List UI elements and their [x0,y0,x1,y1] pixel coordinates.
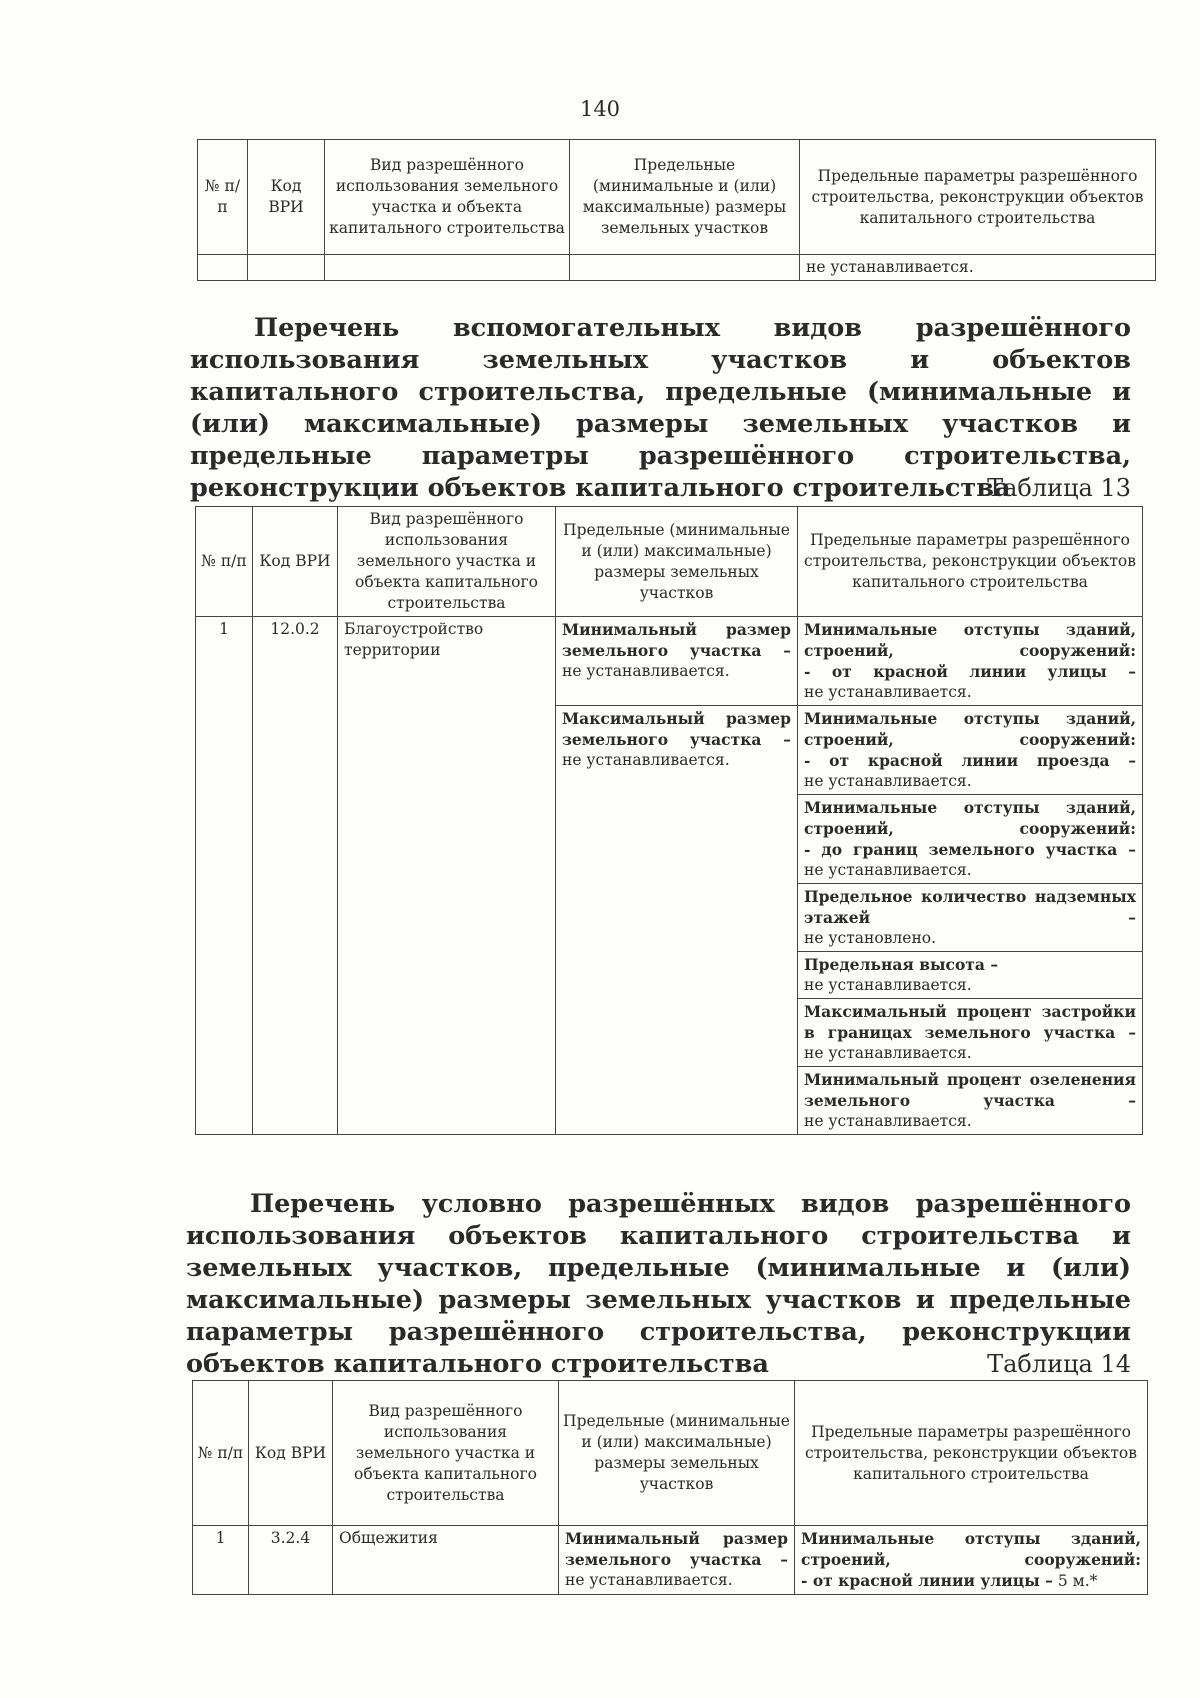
param-value: не устанавливается. [804,1112,972,1130]
param-label: Предельная высота – [804,955,999,974]
plot-max-cell [556,706,798,1135]
row-code: 12.0.2 [253,617,338,1135]
param-cell [795,1526,1148,1595]
param-label: Предельное количество надземных этажей – [804,887,1136,927]
table-row [198,255,1156,281]
row-kind: Общежития [333,1526,559,1595]
header-params: Предельные параметры разрешённого строительства, реконструкции объектов капитального строительства [798,507,1143,617]
table-header-row [196,507,1143,617]
row-num: 1 [196,617,253,1135]
continuation-cell: не устанавливается. [800,255,1156,281]
caption-table-14: Таблица 14 [987,1350,1131,1378]
param-cell [798,706,1143,795]
plot-min-cell [559,1526,795,1595]
param-sub-line [801,1570,1141,1592]
continued-table [197,139,1156,281]
header-kind: Вид разрешённого использования земельного участка и объекта капитального строительства [338,507,556,617]
param-value: не устанавливается. [804,861,972,879]
header-plot: Предельные (минимальные и (или) максимальные) размеры земельных участков [556,507,798,617]
row-num: 1 [193,1526,249,1595]
param-cell [798,952,1143,999]
header-plot: Предельные (минимальные и (или) максимальные) размеры земельных участков [559,1381,795,1526]
header-params: Предельные параметры разрешённого строительства, реконструкции объектов капитального строительства [800,140,1156,255]
param-sub: - до границ земельного участка – [804,840,1136,859]
param-label: Минимальные отступы зданий, строений, сооружений: [801,1529,1141,1569]
plot-max-label: Максимальный размер земельного участка – [562,709,791,749]
param-value: 5 м.* [1057,1572,1098,1590]
table-row [193,1526,1148,1595]
param-cell [798,795,1143,884]
header-num: № п/п [198,140,248,255]
header-plot: Предельные (минимальные и (или) максимальные) размеры земельных участков [570,140,800,255]
page-number: 140 [579,97,621,121]
param-label: Минимальный процент озеленения земельного участка – [804,1070,1136,1110]
param-value: не устанавливается. [804,772,972,790]
header-code: Код ВРИ [248,140,325,255]
param-cell [798,999,1143,1067]
header-kind: Вид разрешённого использования земельного участка и объекта капитального строительства [325,140,570,255]
plot-min-value: не устанавливается. [562,662,730,680]
table-14 [192,1380,1148,1595]
header-num: № п/п [193,1381,249,1526]
param-cell [798,617,1143,706]
caption-table-13: Таблица 13 [987,474,1131,502]
heading-table-13: Перечень вспомогательных видов разрешённого использования земельных участков и объектов капитального строительства, предельные (минимальные и (или) максимальные) размеры земельных участков и предельные параметры разрешённого строительства, реконструкции объектов капитального строительства [190,313,1131,503]
param-value: не устанавливается. [804,976,972,994]
table-row [196,617,1143,706]
param-label: Минимальные отступы зданий, строений, сооружений: [804,709,1136,749]
param-cell [798,1067,1143,1135]
param-sub: - от красной линии улицы – [801,1571,1053,1590]
param-label: Минимальные отступы зданий, строений, сооружений: [804,798,1136,838]
heading-table-14: Перечень условно разрешённых видов разрешённого использования объектов капитального строительства и земельных участков, предельные (минимальные и (или) максимальные) размеры земельных участков и предельные параметры разрешённого строительства, реконструкции объектов капитального строительства [186,1189,1131,1379]
table-13 [195,506,1143,1135]
param-cell [798,884,1143,952]
header-params: Предельные параметры разрешённого строительства, реконструкции объектов капитального строительства [795,1381,1148,1526]
param-value: не установлено. [804,929,937,947]
header-kind: Вид разрешённого использования земельного участка и объекта капитального строительства [333,1381,559,1526]
header-num: № п/п [196,507,253,617]
param-value: не устанавливается. [804,1044,972,1062]
table-header-row [193,1381,1148,1526]
row-kind: Благоустройство территории [338,617,556,1135]
plot-min-cell [556,617,798,706]
plot-min-value: не устанавливается. [565,1571,733,1589]
param-sub: - от красной линии улицы – [804,662,1136,681]
param-sub: - от красной линии проезда – [804,751,1136,770]
header-code: Код ВРИ [253,507,338,617]
table-header-row [198,140,1156,255]
param-value: не устанавливается. [804,683,972,701]
row-code: 3.2.4 [249,1526,333,1595]
header-code: Код ВРИ [249,1381,333,1526]
plot-min-label: Минимальный размер земельного участка – [562,620,791,660]
plot-max-value: не устанавливается. [562,751,730,769]
param-label: Максимальный процент застройки в границах земельного участка – [804,1002,1136,1042]
param-label: Минимальные отступы зданий, строений, сооружений: [804,620,1136,660]
plot-min-label: Минимальный размер земельного участка – [565,1529,788,1569]
